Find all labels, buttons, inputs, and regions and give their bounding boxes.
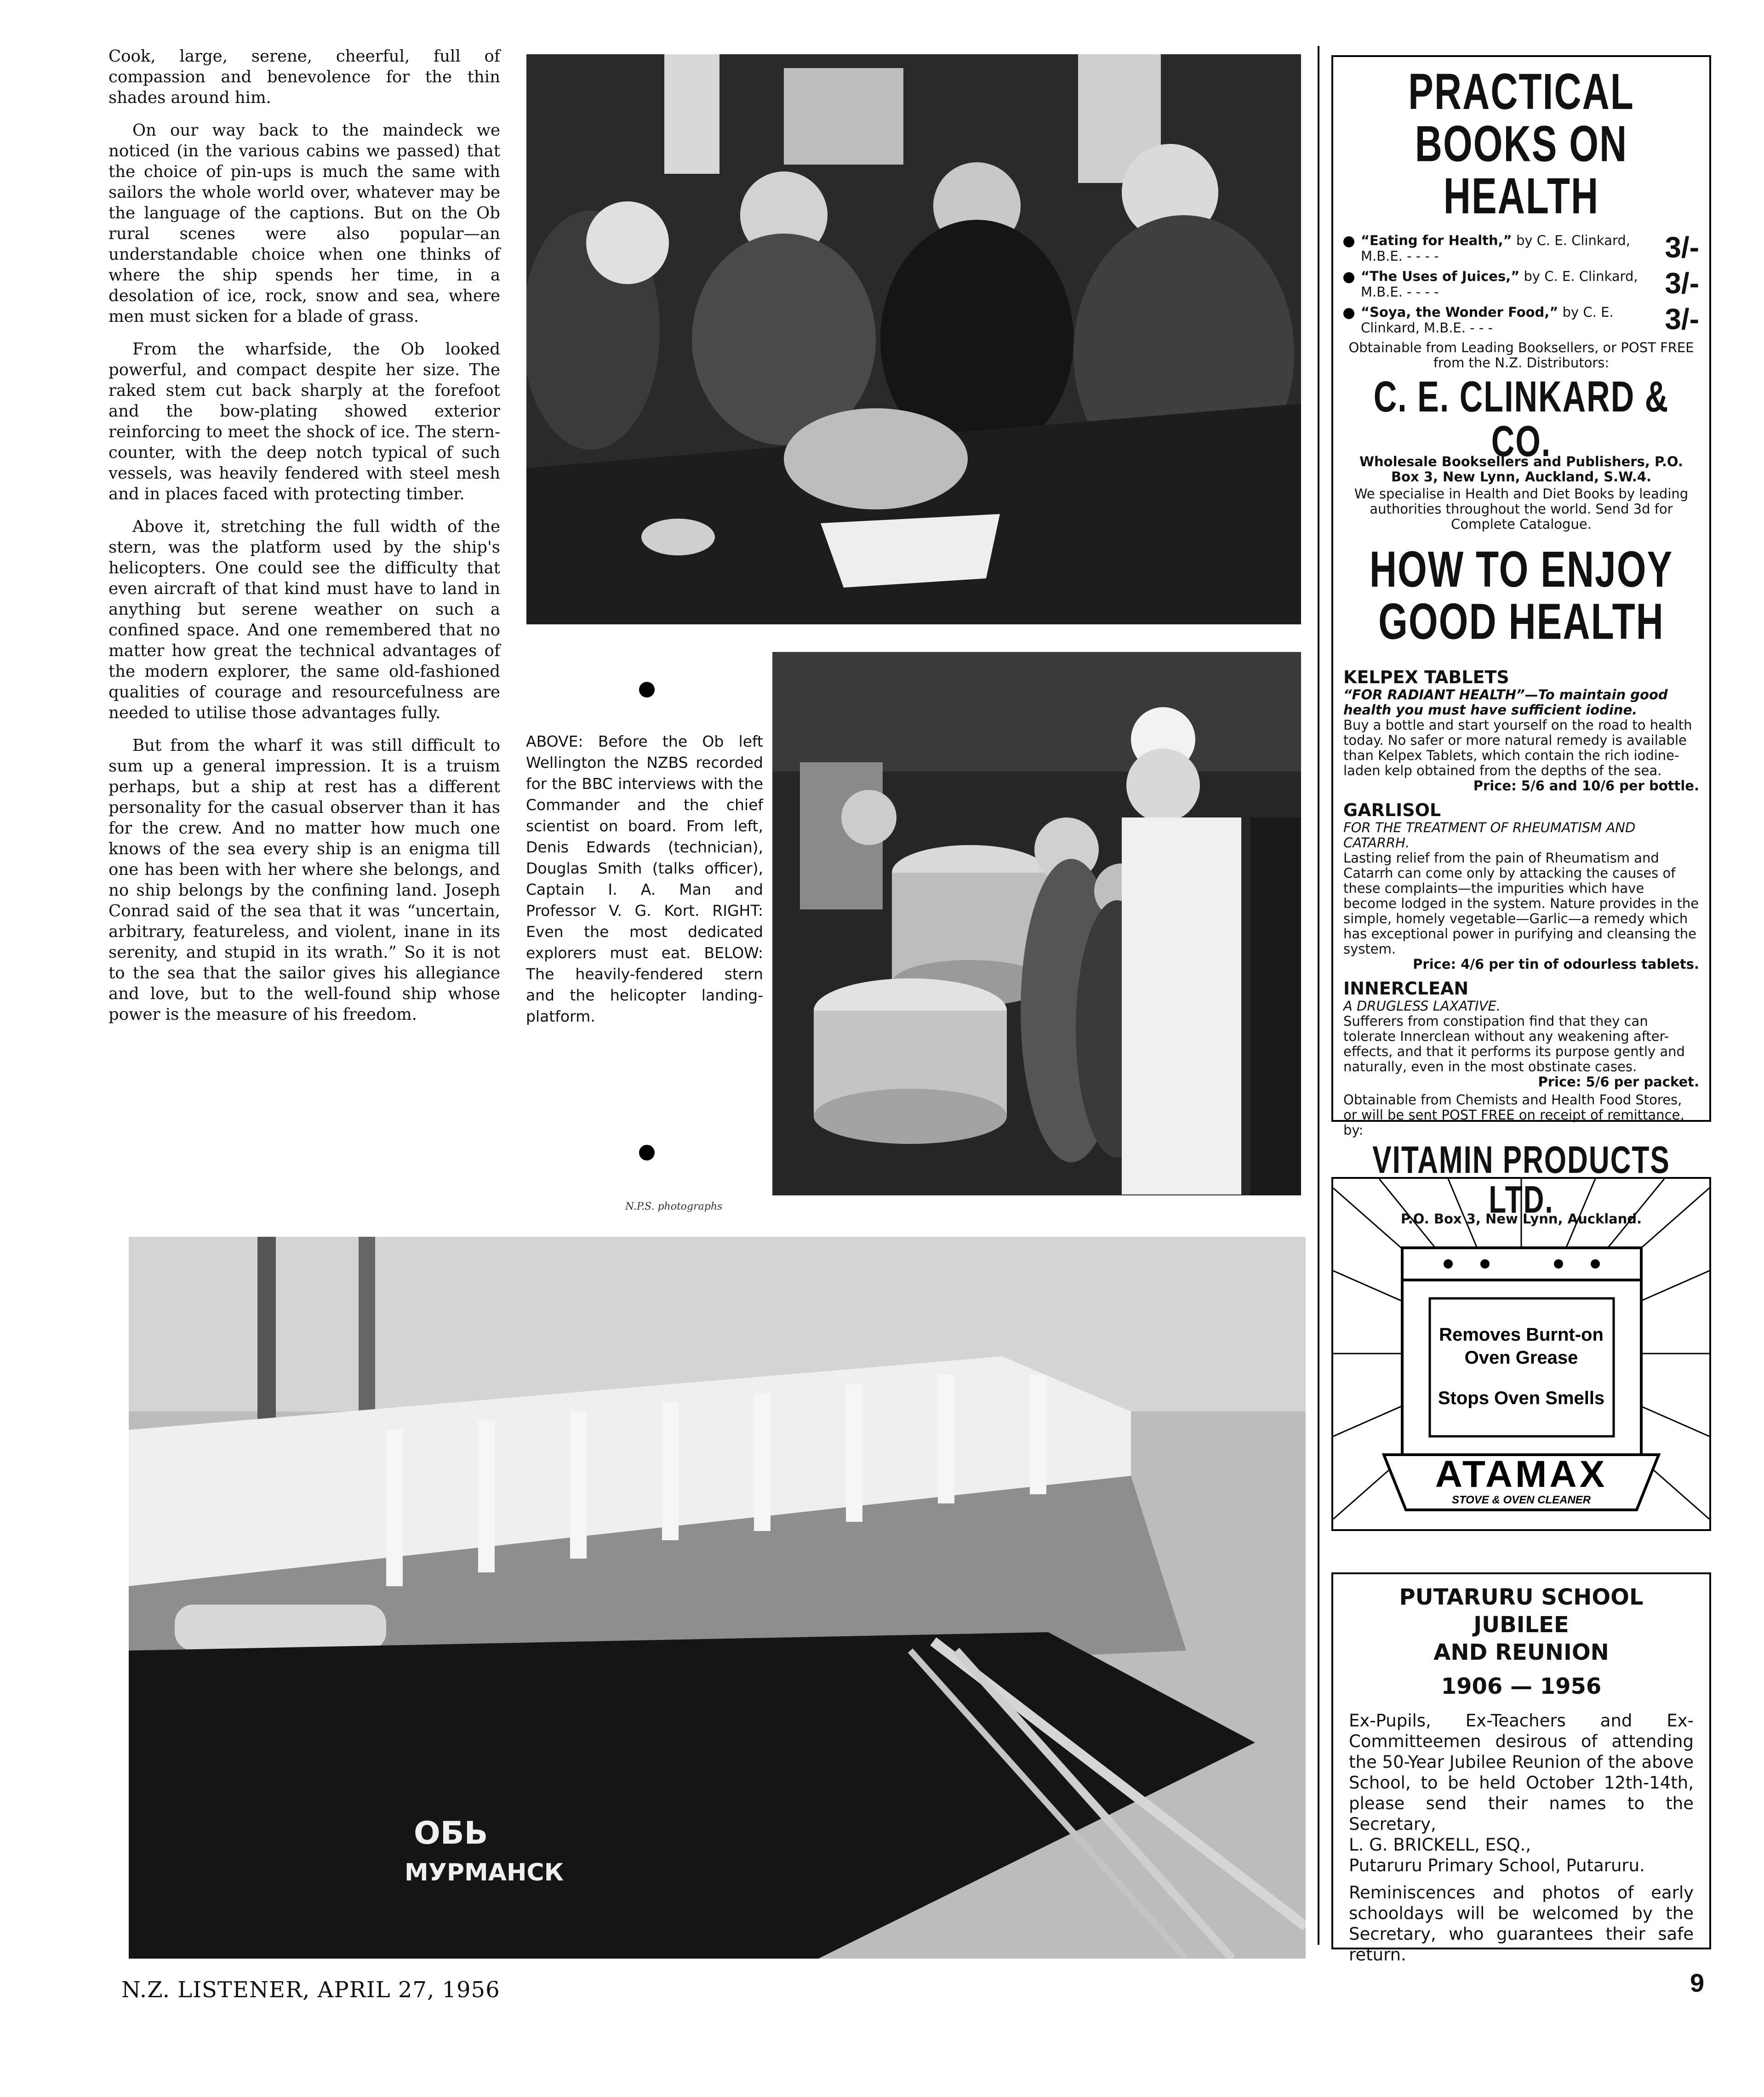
jubilee-title-2: AND REUNION (1433, 1640, 1609, 1665)
page-number: 9 (1690, 1968, 1705, 1997)
galley-photo (772, 652, 1301, 1195)
book-item (1343, 304, 1699, 336)
atamax-line2: Stops Oven Smells (1438, 1388, 1605, 1408)
jubilee-years: 1906 — 1956 (1441, 1674, 1602, 1699)
vitamin-obtain: Obtainable from Chemists and Health Food Stores, or will be sent POST FREE on receipt of remittance, by: (1343, 1092, 1684, 1138)
book-title: “Soya, the Wonder Food,” (1361, 304, 1558, 320)
kelpex-tagline: “FOR RADIANT HEALTH”—To maintain good health you must have sufficient iodine. (1343, 687, 1668, 718)
book-author: by C. E. Clinkard, M.B.E. - - - - (1361, 269, 1638, 300)
publication-footer: N.Z. LISTENER, APRIL 27, 1956 (121, 1977, 500, 2003)
bullet-icon (1343, 308, 1354, 319)
book-author: by C. E. Clinkard, M.B.E. - - - - (1361, 233, 1631, 264)
atamax-ad (1331, 1177, 1711, 1531)
books-headline: PRACTICAL BOOKS ON HEALTH (1408, 63, 1634, 225)
garlisol-price: Price: 4/6 per tin of odourless tablets. (1413, 956, 1699, 972)
ship-stern-photo (129, 1237, 1306, 1959)
garlisol-name: GARLISOL (1343, 800, 1441, 820)
book-title: “The Uses of Juices,” (1361, 269, 1520, 284)
photo-caption: ABOVE: Before the Ob left Wellington the NZBS recorded for the BBC interviews with the Commander and the chief scientist on board. From left, Denis Edwards (technician), Douglas Smith (talks officer), Captain I. A. Man and Professor V. G. Kort. RIGHT: Even the most dedicated explorers must eat. BELOW: The heavily-fendered stern and the helicopter landing-platform. (526, 732, 763, 1025)
jubilee-reminiscences: Reminiscences and photos of early schooldays will be welcomed by the Secretary, who guarantees their safe return. (1349, 1883, 1694, 1965)
putaruru-jubilee-ad (1331, 1572, 1711, 1965)
ship-port-label: МУРМАНСК (405, 1859, 564, 1886)
clinkard-company: C. E. CLINKARD & CO. (1373, 372, 1669, 466)
vitamin-address: P.O. Box 3, New Lynn, Auckland. (1400, 1211, 1642, 1227)
innerclean-price: Price: 5/6 per packet. (1538, 1074, 1699, 1090)
clinkard-specialise: We specialise in Health and Diet Books by leading authorities throughout the world. Send 3d for Complete Catalogue. (1354, 486, 1689, 532)
innerclean-body: Sufferers from constipation find that they can tolerate Innerclean without any weakening after-effects, and that it performs its purpose gently and naturally, even in the most obstinate cases. (1343, 1013, 1685, 1074)
garlisol-tagline: FOR THE TREATMENT OF RHEUMATISM AND CATARRH. (1343, 820, 1636, 851)
kelpex-name: KELPEX TABLETS (1343, 667, 1509, 687)
books-obtain: Obtainable from Leading Booksellers, or POST FREE from the N.Z. Distributors: (1348, 340, 1694, 371)
book-price: 3/- (1665, 267, 1699, 300)
book-price: 3/- (1665, 303, 1699, 336)
jubilee-school: Putaruru Primary School, Putaruru. (1349, 1856, 1645, 1875)
health-headline: HOW TO ENJOY GOOD HEALTH (1369, 541, 1673, 650)
book-title: “Eating for Health,” (1361, 233, 1512, 248)
jubilee-secretary: L. G. BRICKELL, ESQ., (1349, 1835, 1531, 1855)
book-author: by C. E. Clinkard, M.B.E. - - - (1361, 304, 1614, 336)
article-paragraph: On our way back to the maindeck we noticed (in the various cabins we passed) that the choice of pin-ups is much the same with sailors the whole world over, whatever may be the language of the captions. But on the Ob rural scenes were also popular—an understandable choice when one thinks of where the ship spends her time, in a desolation of ice, rock, snow and sea, where men must sicken for a blade of grass. (108, 121, 500, 326)
bullet-icon (1343, 236, 1354, 247)
clinkard-address: Wholesale Booksellers and Publishers, P.O. Box 3, New Lynn, Auckland, S.W.4. (1359, 454, 1683, 485)
book-price: 3/- (1665, 231, 1699, 264)
kelpex-body: Buy a bottle and start yourself on the road to health today. No safer or more natural remedy is available than Kelpex Tablets, which contain the rich iodine-laden kelp obtained from the depths of the sea. (1343, 717, 1692, 778)
innerclean-name: INNERCLEAN (1343, 978, 1469, 999)
atamax-line1: Removes Burnt-on Oven Grease (1439, 1325, 1604, 1368)
innerclean-tagline: A DRUGLESS LAXATIVE. (1343, 998, 1501, 1014)
article-body (108, 46, 500, 1037)
article-paragraph: But from the wharf it was still difficult to sum up a general impression. It is a truism perhaps, but a ship at rest has a different personality for the casual observer than it has for the crew. And no matter how much one knows of the sea every ship is an enigma till one has been with her where she belongs, and no ship belongs by the confining land. Joseph Conrad said of the sea that it was “uncertain, arbitrary, featureless, and violent, inane in its serenity, and stupid in its wrath.” So it is not to the sea that the sailor gives his allegiance and love, but to the well-found ship whose power is the measure of his freedom. (108, 736, 500, 1024)
jubilee-title: PUTARURU SCHOOL JUBILEE (1399, 1584, 1644, 1638)
jubilee-body: Ex-Pupils, Ex-Teachers and Ex-Committeemen desirous of attending the 50-Year Jubilee Reunion of the above School, to be held October 12th-14th, please send their names to the Secretary, (1349, 1711, 1694, 1834)
bullet-icon (1343, 272, 1354, 283)
caption-bullet-bottom (639, 1145, 655, 1160)
book-item (1343, 233, 1699, 264)
health-books-ad (1331, 55, 1711, 1227)
interview-photo (526, 54, 1301, 624)
atamax-brand-sub: STOVE & OVEN CLEANER (1451, 1494, 1591, 1506)
photo-credit: N.P.S. photographs (625, 1201, 723, 1212)
article-paragraph: From the wharfside, the Ob looked powerful, and compact despite her size. The raked stem cut back sharply at the forefoot and the bow-plating showed exterior reinforcing to meet the shock of ice. The stern-counter, with the deep notch typical of such vessels, was heavily fendered with steel mesh and in places faced with protecting timber. (108, 340, 500, 503)
book-item (1343, 269, 1699, 300)
article-paragraph: Above it, stretching the full width of the stern, was the platform used by the ship's helicopters. One could see the difficulty that even aircraft of that kind must have to land in anything but serene weather on such a confined space. And one remembered that no matter how great the technical advantages of the modern explorer, the same old-fashioned qualities of courage and resourcefulness are needed to utilise those advantages fully. (108, 517, 500, 722)
column-divider (1318, 46, 1319, 1945)
kelpex-price: Price: 5/6 and 10/6 per bottle. (1473, 778, 1699, 794)
atamax-brand: ATAMAX (1435, 1453, 1608, 1495)
garlisol-body: Lasting relief from the pain of Rheumatism and Catarrh can come only by attacking the causes of these complaints—the impurities which have become lodged in the system. Nature provides in the simple, homely vegetable—Garlic—a remedy which has exceptional power in purifying and cleansing the system. (1343, 850, 1699, 957)
article-paragraph: Cook, large, serene, cheerful, full of compassion and benevolence for the thin shades around him. (108, 47, 500, 107)
ship-name-label: ОБЬ (414, 1815, 488, 1851)
caption-bullet-top (639, 682, 655, 697)
vitamin-company: VITAMIN PRODUCTS LTD. (1372, 1138, 1670, 1222)
